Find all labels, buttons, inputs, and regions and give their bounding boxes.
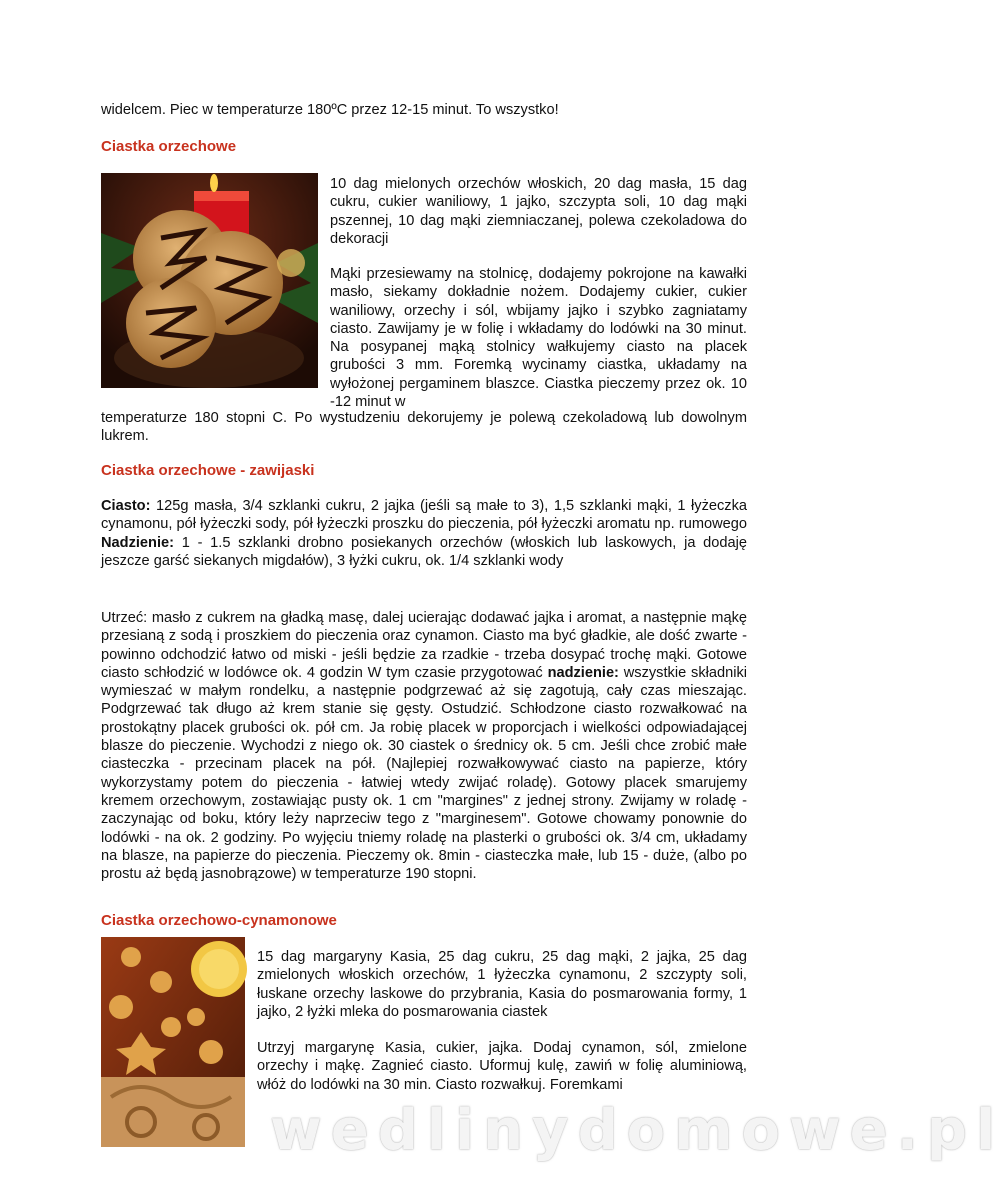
- dough-text: 125g masła, 3/4 szklanki cukru, 2 jajka (jeśli są małe to 3), 1,5 szklanki mąki, 1 łyżeczka cynamonu, pół łyżeczki sody, pół łyżeczki proszku do pieczenia, pół łyżeczki aromatu np. rumowego: [101, 498, 747, 533]
- section1-ingredients: 10 dag mielonych orzechów włoskich, 20 dag masła, 15 dag cukru, cukier waniliowy, 1 jajko, szczypta soli, 10 dag mąki pszennej, 10 dag mąki ziemniaczanej, polewa czekoladowa do dekoracji: [330, 176, 747, 247]
- filling-method-label: nadzienie:: [547, 664, 619, 681]
- cookie-cutters-image: [101, 937, 245, 1147]
- dough-label: Ciasto:: [101, 498, 151, 514]
- section-title-ciastka-orzechowe: Ciastka orzechowe: [101, 138, 237, 155]
- section2-method: [101, 609, 747, 883]
- section-title-orzechowo-cynamonowe: Ciastka orzechowo-cynamonowe: [101, 912, 337, 929]
- intro-line: widelcem. Piec w temperaturze 180ºC przez 12-15 minut. To wszystko!: [101, 102, 559, 118]
- section1-method: Mąki przesiewamy na stolnicę, dodajemy pokrojone na kawałki masło, siekamy dokładnie nożem. Dodajemy cukier, cukier waniliowy, orzechy i sól, wbijamy jajko i szybko zagniatamy ciasto. Zawijamy je w folię i wkładamy do lodówki na 30 minut. Na posypanej mąką stolnicy wałkujemy ciasto na placek grubości 3 mm. Foremką wycinamy ciastka, układamy na wyłożonej pergaminem blaszce. Ciastka pieczemy przez ok. 10 -12 minut w: [330, 266, 747, 411]
- filling-text: 1 - 1.5 szklanki drobno posiekanych orzechów (włoskich lub laskowych, ja dodaję jeszcze garść siekanych migdałów), 3 łyżki cukru, ok. 1/4 szklanki wody: [101, 534, 747, 569]
- method-text-b: wszystkie składniki wymieszać w małym rondelku, a następnie podgrzewać aż się zagotują, cały czas mieszając. Podgrzewać tak długo aż krem stanie się gęsty. Ostudzić. Schłodzone ciasto rozwałkować na prostokątny placek grubości ok. pół cm. Ja robię placek w proporcjach i wielkości odpowiadającej blasze do pieczenie. Wychodzi z niego ok. 30 ciastek o średnicy ok. 5 cm. Jeśli chce zrobić małe ciasteczka - przecinam placek na pół. (Najlepiej rozwałkowywać ciasto na papierze, który wykorzystamy potem do pieczenia - łatwiej wtedy zwijać roladę). Gotowy placek smarujemy kremem orzechowym, zostawiając pusty ok. 1 cm "margines" z jednej strony. Zwijamy w roladę - zaczynając od boku, który leży naprzeciw tego z "marginesem". Gotowe chowamy ponownie do lodówki - na ok. 2 godziny. Po wyjęciu tniemy roladę na plasterki o grubości ok. 3/4 cm, układamy na blasze, na papierze do pieczenia. Pieczemy ok. 8min - ciasteczka małe, lub 15 - duże, (albo po prostu aż będą jasnobrązowe) w temperaturze 190 stopni.: [101, 664, 747, 883]
- section3-ingredients: 15 dag margaryny Kasia, 25 dag cukru, 25 dag mąki, 2 jajka, 25 dag zmielonych włoskich orzechów, 1 łyżeczka cynamonu, 2 szczypty soli, łuskane orzechy laskowe do przybrania, Kasia do posmarowania formy, 1 jajko, 2 łyżki mleka do posmarowania ciastek: [257, 949, 747, 1020]
- site-watermark: wedlinydomowe.pl: [270, 1098, 1004, 1163]
- filling-label: Nadzienie:: [101, 534, 174, 551]
- cookies-chocolate-photo: [101, 173, 318, 388]
- cookies-candle-image: [101, 173, 318, 388]
- section2-ingredients: [101, 497, 747, 570]
- section-title-zawijaski: Ciastka orzechowe - zawijaski: [101, 462, 315, 479]
- cinnamon-cookies-photo: [101, 937, 245, 1147]
- section3-method: Utrzyj margarynę Kasia, cukier, jajka. Dodaj cynamon, sól, zmielone orzechy i mąkę. Zagnieć ciasto. Uformuj kulę, zawiń w folię aluminiową, włóż do lodówki na 30 min. Ciasto rozwałkuj. Foremkami: [257, 1040, 747, 1093]
- section1-method-tail: temperaturze 180 stopni C. Po wystudzeniu dekorujemy je polewą czekoladową lub dowolnym lukrem.: [101, 410, 747, 445]
- method-text-a: Utrzeć: masło z cukrem na gładką masę, dalej ucierając dodawać jajka i aromat, a następnie mąkę przesianą z sodą i proszkiem do pieczenia oraz cynamon. Ciasto ma być gładkie, ale dość zwarte - powinno odchodzić łatwo od miski - jeśli będzie za rzadkie - trzeba dosypać trochę mąki. Gotowe ciasto schłodzić w lodówce ok. 4 godzin W tym czasie przygotować: [101, 610, 747, 681]
